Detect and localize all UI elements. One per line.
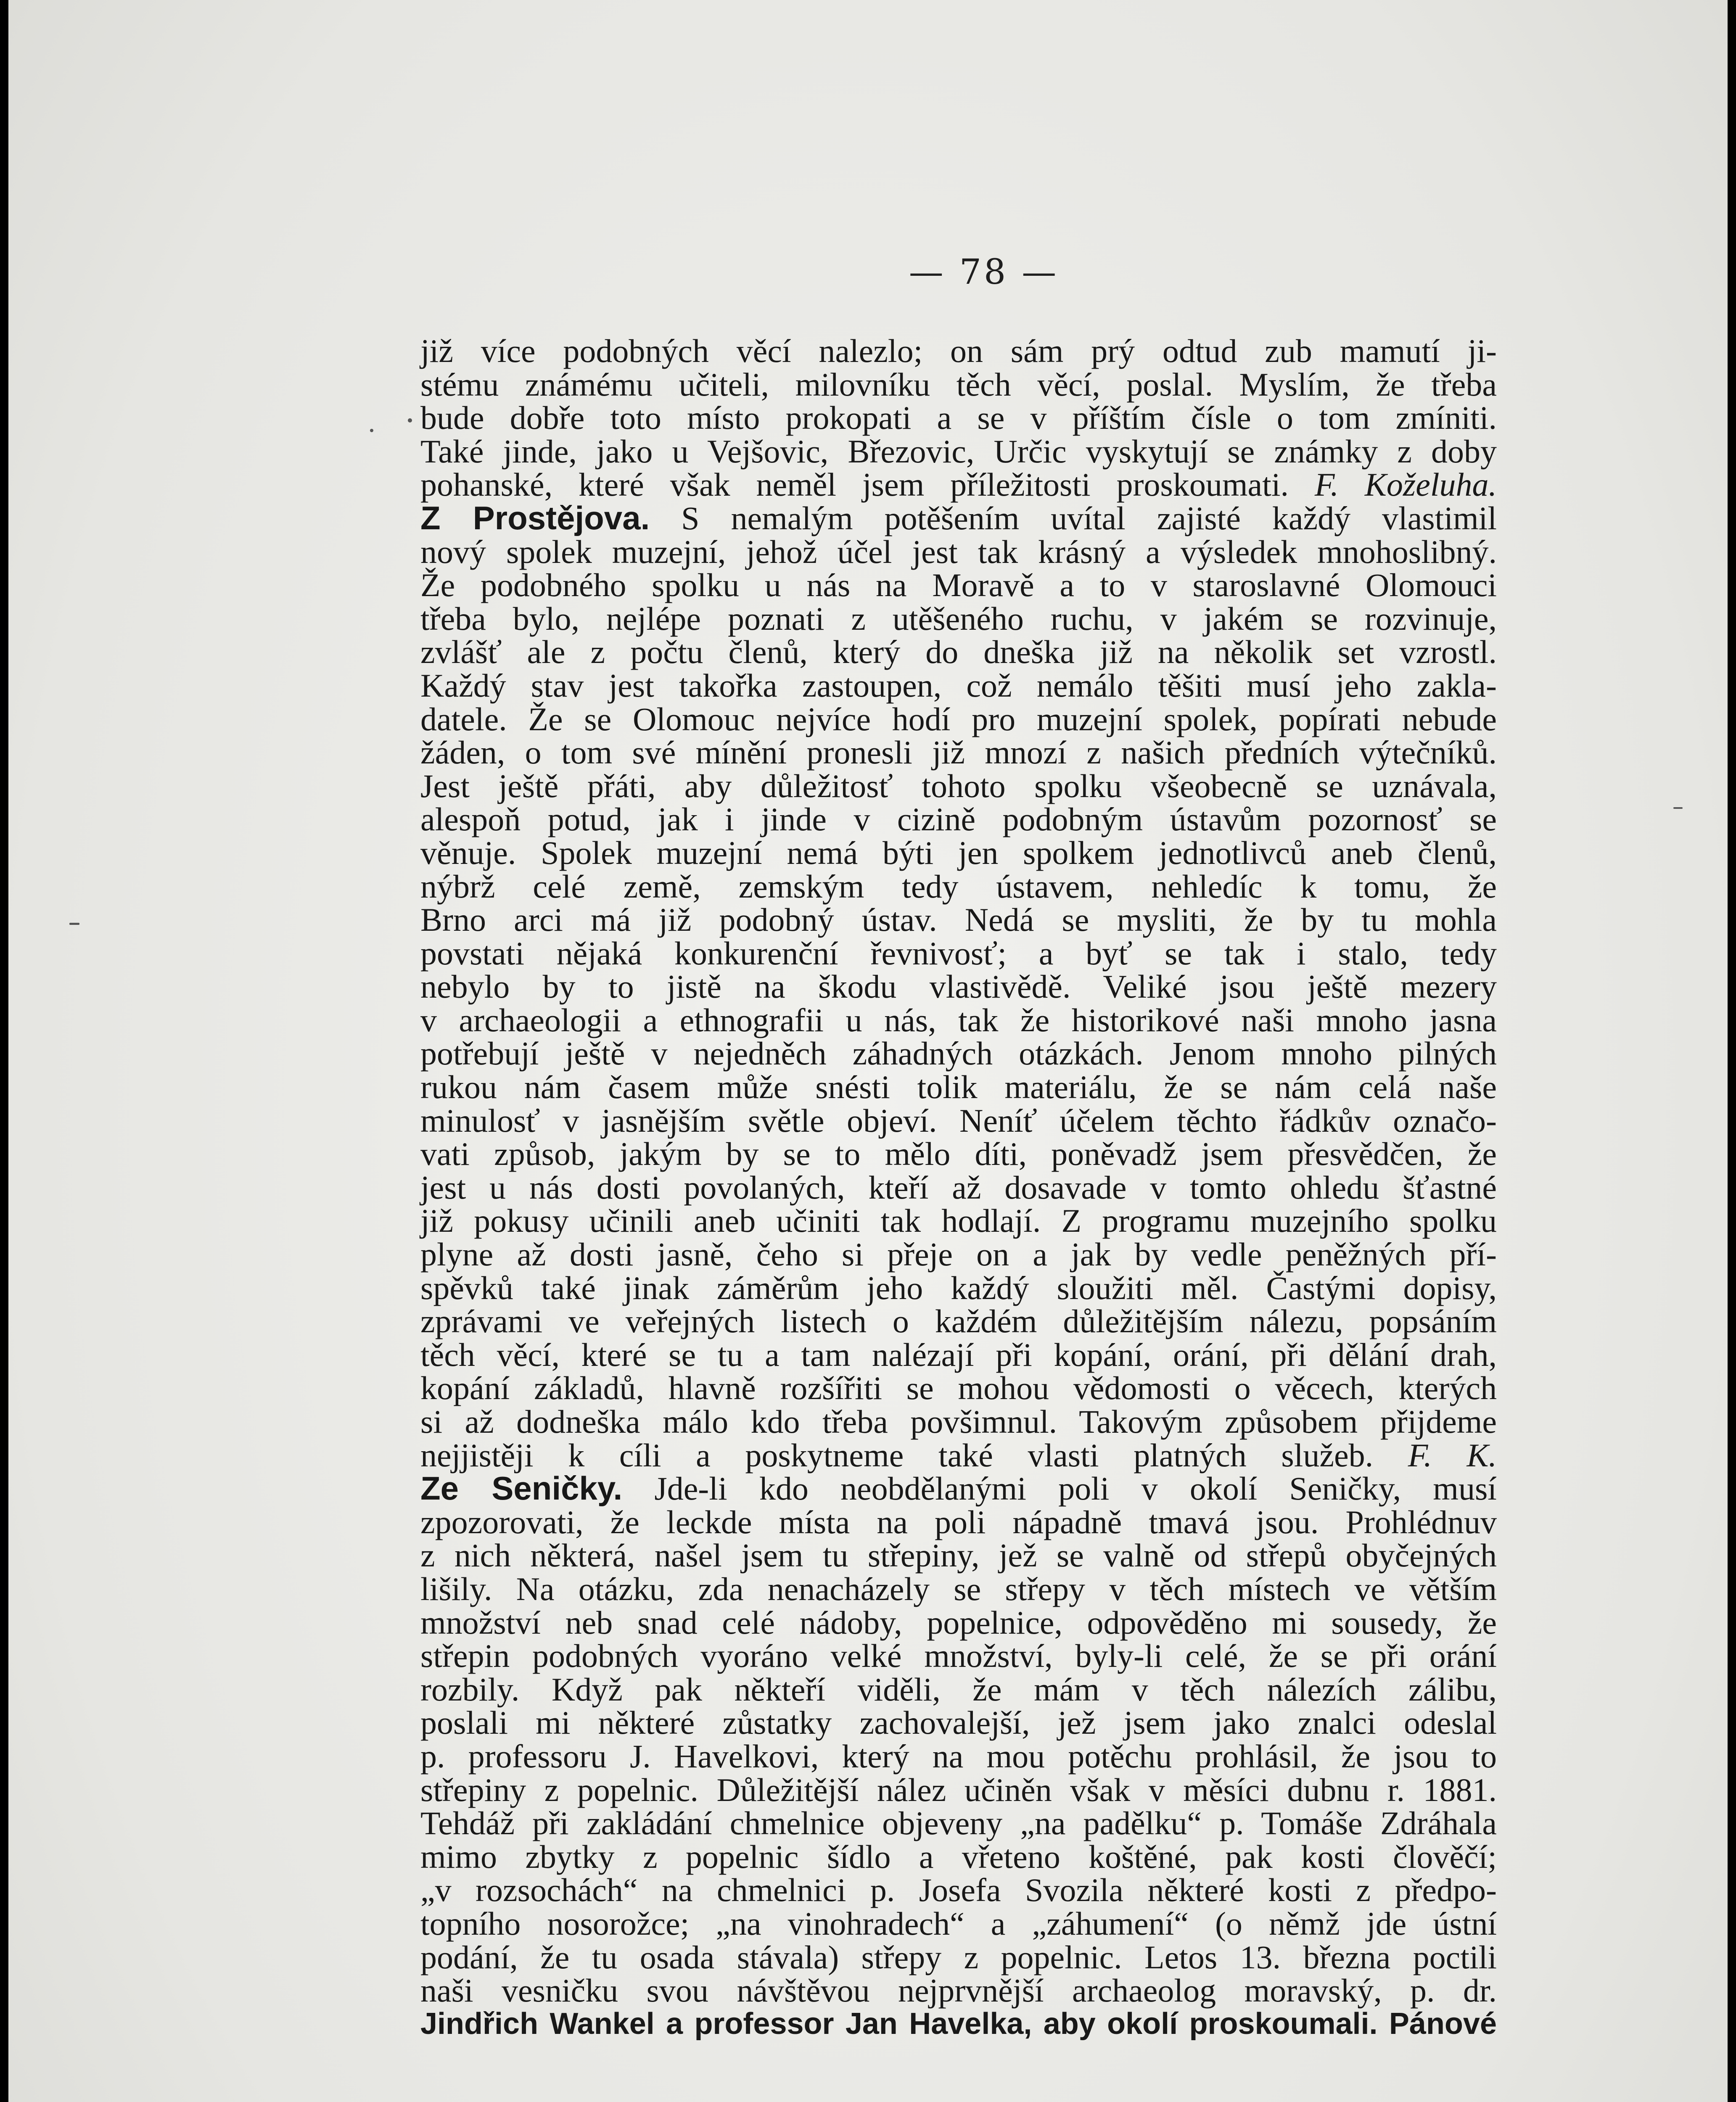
scan-speck: [69, 923, 79, 925]
text-line: [420, 499, 1497, 536]
line-text: bude dobře toto místo prokopati a se v příštím čísle o tom zmíniti.: [420, 399, 1497, 436]
line-text: nejjistěji k cíli a poskytneme také vlasti platných služeb.: [420, 1437, 1374, 1474]
line-text: poslali mi některé zůstatky zachovalejší, jež jsem jako znalci odeslal: [420, 1704, 1497, 1741]
line-text: stému známému učiteli, milovníku těch věcí, poslal. Myslím, že třeba: [420, 366, 1497, 403]
line-text: Jindřich Wankel a professor Jan Havelka, aby okolí proskoumali. Pánové: [420, 2007, 1497, 2041]
line-text: v archaeologii a ethnografii u nás, tak že historikové naši mnoho jasna: [420, 1001, 1497, 1038]
scan-speck: [408, 418, 412, 423]
line-text: „v rozsochách“ na chmelnici p. Josefa Svozila některé kosti z předpo-: [420, 1872, 1497, 1909]
line-text: Každý stav jest takořka zastoupen, což nemálo těšiti musí jeho zakla-: [420, 667, 1497, 704]
line-text: nebylo by to jistě na škodu vlastivědě. Veliké jsou ještě mezery: [420, 968, 1497, 1005]
article-text: [420, 334, 1497, 2041]
line-text: jest u nás dosti povolaných, kteří až dosavade v tomto ohledu šťastné: [420, 1169, 1497, 1206]
line-text: povstati nějaká konkurenční řevnivosť; a byť se tak i stalo, tedy: [420, 935, 1497, 972]
line-text: Jde-li kdo neobdělanými poli v okolí Seničky, musí: [622, 1470, 1497, 1507]
text-line: [420, 937, 1497, 970]
line-text: zprávami ve veřejných listech o každém důležitějším nálezu, popsáním: [420, 1303, 1497, 1340]
text-line: [420, 1439, 1497, 1472]
line-text: kopání základů, hlavně rozšířiti se mohou vědomosti o věcech, kterých: [420, 1370, 1497, 1407]
scan-speck: [1673, 807, 1683, 809]
line-text: nýbrž celé země, zemským tedy ústavem, nehledíc k tomu, že: [420, 868, 1497, 905]
text-line: [420, 1338, 1497, 1372]
text-line: [420, 1204, 1497, 1238]
line-text: žáden, o tom své mínění pronesli již mnozí z našich předních výtečníků.: [420, 734, 1497, 771]
line-text: střepiny z popelnic. Důležitější nález učiněn však v měsíci dubnu r. 1881.: [420, 1771, 1497, 1808]
line-text: minulosť v jasnějším světle objeví. Neníť účelem těchto řádkův označo-: [420, 1102, 1497, 1139]
text-line: [420, 1271, 1497, 1305]
text-line: [420, 1572, 1497, 1606]
text-line: [420, 1706, 1497, 1740]
section-heading: Ze Seničky.: [420, 1470, 623, 1507]
line-text: spěvků také jinak záměrům jeho každý sloužiti měl. Častými dopisy,: [420, 1269, 1497, 1306]
text-line: [420, 736, 1497, 769]
text-line: [420, 1104, 1497, 1138]
line-text: rukou nám časem může snésti tolik materiálu, že se nám celá naše: [420, 1069, 1497, 1106]
text-line: [420, 1305, 1497, 1338]
line-text: třeba bylo, nejlépe poznati z utěšeného ruchu, v jakém se rozvinuje,: [420, 600, 1497, 637]
line-text: Také jinde, jako u Vejšovic, Březovic, Určic vyskytují se známky z doby: [420, 433, 1497, 470]
author-signature: F. K.: [1408, 1437, 1497, 1474]
text-line: [420, 970, 1497, 1003]
text-line: [420, 1371, 1497, 1405]
line-text: již pokusy učinili aneb učiniti tak hodlají. Z programu muzejního spolku: [420, 1202, 1497, 1239]
text-line: [420, 669, 1497, 702]
line-text: Že podobného spolku u nás na Moravě a to v staroslavné Olomouci: [420, 567, 1497, 604]
text-line: [420, 635, 1497, 669]
line-text: těch věcí, které se tu a tam nalézají při kopání, orání, při dělání drah,: [420, 1336, 1497, 1373]
text-line: [420, 1003, 1497, 1037]
line-text: datele. Že se Olomouc nejvíce hodí pro muzejní spolek, popírati nebude: [420, 700, 1497, 737]
line-text: vati způsob, jakým by se to mělo díti, poněvadž jsem přesvědčen, že: [420, 1136, 1497, 1172]
text-line: [420, 435, 1497, 468]
text-line: [420, 1639, 1497, 1673]
text-line: [420, 1740, 1497, 1773]
line-text: alespoň potud, jak i jinde v cizině podobným ústavům pozornosť se: [420, 801, 1497, 838]
text-line: [420, 1907, 1497, 1941]
text-line: [420, 2007, 1497, 2041]
text-line: [420, 1773, 1497, 1807]
text-line: [420, 1037, 1497, 1070]
line-text: lišily. Na otázku, zda nenacházely se střepy v těch místech ve větším: [420, 1570, 1497, 1607]
line-text: mimo zbytky z popelnic šídlo a vřeteno koštěné, pak kosti člověčí;: [420, 1838, 1497, 1875]
text-line: [420, 1505, 1497, 1539]
line-text: střepin podobných vyoráno velké množství, byly-li celé, že se při orání: [420, 1637, 1497, 1674]
text-line: [420, 1539, 1497, 1572]
text-line: [420, 1171, 1497, 1204]
text-line: [420, 836, 1497, 870]
text-line: [420, 468, 1497, 502]
line-text: rozbily. Když pak někteří viděli, že mám v těch nálezích zálibu,: [420, 1671, 1497, 1708]
author-signature: F. Koželuha.: [1314, 466, 1497, 503]
text-line: [420, 368, 1497, 401]
text-line: [420, 568, 1497, 602]
line-text: věnuje. Spolek muzejní nemá býti jen spolkem jednotlivců aneb členů,: [420, 834, 1497, 871]
text-line: [420, 803, 1497, 836]
line-text: nový spolek muzejní, jehož účel jest tak krásný a výsledek mnohoslibný.: [420, 533, 1497, 570]
line-text: množství neb snad celé nádoby, popelnice, odpověděno mi sousedy, že: [420, 1604, 1497, 1641]
text-line: [420, 1873, 1497, 1907]
text-line: [420, 870, 1497, 903]
scanned-page: [8, 0, 1728, 2102]
line-text: Tehdáž při zakládání chmelnice objeveny „na padělku“ p. Tomáše Zdráhala: [420, 1805, 1497, 1842]
text-line: [420, 401, 1497, 435]
scan-speck: [370, 429, 373, 432]
line-text: pohanské, které však neměl jsem příležitosti proskoumati.: [420, 466, 1289, 503]
line-text: si až dodneška málo kdo třeba povšimnul. Takovým způsobem přijdeme: [420, 1403, 1497, 1440]
text-line: [420, 1137, 1497, 1171]
section-heading: Z Prostějova.: [420, 499, 650, 536]
text-line: [420, 1606, 1497, 1640]
line-text: Brno arci má již podobný ústav. Nedá se mysliti, že by tu mohla: [420, 901, 1497, 938]
line-text: plyne až dosti jasně, čeho si přeje on a jak by vedle peněžných pří-: [420, 1236, 1497, 1273]
text-line: [420, 535, 1497, 569]
text-line: [420, 702, 1497, 736]
line-text: p. professoru J. Havelkovi, který na mou potěchu prohlásil, že jsou to: [420, 1738, 1497, 1775]
text-line: [420, 1472, 1497, 1505]
text-line: [420, 903, 1497, 937]
text-line: [420, 334, 1497, 368]
text-line: [420, 1974, 1497, 2007]
text-line: [420, 1840, 1497, 1874]
text-line: [420, 1938, 1497, 1975]
text-line: [420, 1806, 1497, 1840]
line-text: potřebují ještě v nejedněch záhadných otázkách. Jenom mnoho pilných: [420, 1035, 1497, 1072]
line-text: topního nosorožce; „na vinohradech“ a „záhumení“ (o němž jde ústní: [420, 1905, 1497, 1942]
text-line: [420, 1673, 1497, 1706]
text-line: [420, 602, 1497, 636]
line-text: již více podobných věcí nalezlo; on sám prý odtud zub mamutí ji-: [420, 333, 1497, 369]
text-line: [420, 1070, 1497, 1104]
line-text: Jest ještě přáti, aby důležitosť tohoto spolku všeobecně se uznávala,: [420, 767, 1497, 804]
page-number: — 78 —: [909, 252, 1059, 292]
line-text: podání, že tu osada stávala) střepy z popelnic. Letos 13. března poctili: [420, 1938, 1497, 1975]
text-line: [420, 1405, 1497, 1439]
line-text: z nich některá, našel jsem tu střepiny, jež se valně od střepů obyčejných: [420, 1537, 1497, 1574]
line-text: zvlášť ale z počtu členů, který do dneška již na několik set vzrostl.: [420, 634, 1497, 671]
line-text: S nemalým potěšením uvítal zajisté každý vlastimil: [650, 499, 1497, 536]
line-text: zpozorovati, že leckde místa na poli nápadně tmavá jsou. Prohlédnuv: [420, 1503, 1497, 1540]
text-line: [420, 769, 1497, 803]
text-line: [420, 1238, 1497, 1271]
line-text: naši vesničku svou návštěvou nejprvnější archaeolog moravský, p. dr.: [420, 1972, 1497, 2009]
